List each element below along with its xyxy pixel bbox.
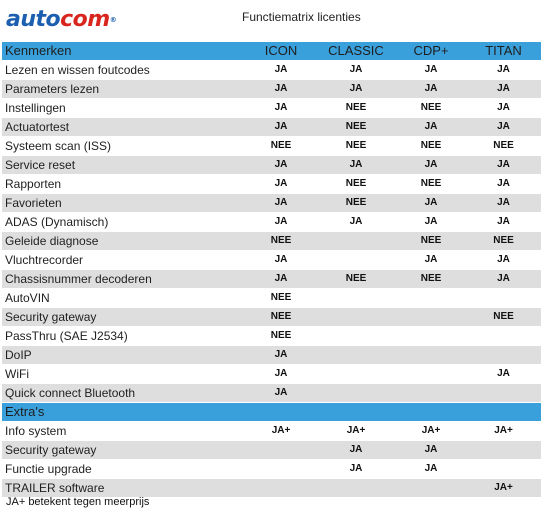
icon-value: JA (246, 213, 316, 232)
icon-value (246, 441, 316, 460)
icon-value: JA (246, 346, 316, 365)
feature-label: DoIP (2, 346, 246, 365)
icon-value: JA (246, 194, 316, 213)
classic-value: JA (316, 61, 396, 80)
classic-value (316, 327, 396, 346)
titan-value: JA (466, 251, 541, 270)
titan-value: JA (466, 156, 541, 175)
cdp-value: JA (396, 118, 466, 137)
classic-value (316, 232, 396, 251)
feature-label: Systeem scan (ISS) (2, 137, 246, 156)
table-row (2, 232, 541, 251)
table-header-row (2, 42, 541, 61)
table-row (2, 213, 541, 232)
table-row (2, 289, 541, 308)
classic-value: JA (316, 80, 396, 99)
cdp-value: JA (396, 441, 466, 460)
table-row (2, 99, 541, 118)
titan-value: JA (466, 99, 541, 118)
extras-header-row (2, 403, 541, 422)
classic-value: JA (316, 156, 396, 175)
feature-label: Functie upgrade (2, 460, 246, 479)
titan-value: NEE (466, 308, 541, 327)
titan-value: JA+ (466, 479, 541, 498)
feature-label: Lezen en wissen foutcodes (2, 61, 246, 80)
feature-label: PassThru (SAE J2534) (2, 327, 246, 346)
table-row (2, 308, 541, 327)
icon-value: JA (246, 175, 316, 194)
classic-column-header: CLASSIC (316, 42, 396, 61)
classic-value (316, 479, 396, 498)
titan-value (466, 327, 541, 346)
icon-value: NEE (246, 137, 316, 156)
extras-row (2, 441, 541, 460)
classic-value: NEE (316, 99, 396, 118)
cdp-value: JA (396, 80, 466, 99)
cdp-value: NEE (396, 232, 466, 251)
titan-value (466, 460, 541, 479)
extras-row (2, 460, 541, 479)
cdp-value: JA (396, 251, 466, 270)
titan-value (466, 346, 541, 365)
feature-label: Service reset (2, 156, 246, 175)
icon-value: JA (246, 384, 316, 403)
feature-label: Geleide diagnose (2, 232, 246, 251)
cdp-value: NEE (396, 175, 466, 194)
table-row (2, 327, 541, 346)
table-row (2, 346, 541, 365)
classic-value: JA+ (316, 422, 396, 441)
feature-label: AutoVIN (2, 289, 246, 308)
cdp-value: NEE (396, 99, 466, 118)
cdp-value (396, 384, 466, 403)
feature-label: Security gateway (2, 308, 246, 327)
classic-value: NEE (316, 175, 396, 194)
logo-text-com: com (60, 7, 110, 32)
table-row (2, 251, 541, 270)
cdp-value (396, 289, 466, 308)
cdp-value: JA (396, 460, 466, 479)
feature-label: Security gateway (2, 441, 246, 460)
feature-label: Favorieten (2, 194, 246, 213)
table-row (2, 384, 541, 403)
cdp-value: NEE (396, 270, 466, 289)
table-row (2, 194, 541, 213)
page-title: Functiematrix licenties (242, 10, 361, 24)
classic-value: NEE (316, 270, 396, 289)
icon-value: NEE (246, 232, 316, 251)
table-row (2, 156, 541, 175)
feature-label: ADAS (Dynamisch) (2, 213, 246, 232)
titan-value: NEE (466, 137, 541, 156)
feature-label: Actuatortest (2, 118, 246, 137)
classic-value: JA (316, 460, 396, 479)
icon-value: JA (246, 118, 316, 137)
classic-value: JA (316, 441, 396, 460)
icon-value: JA (246, 365, 316, 384)
feature-label: Parameters lezen (2, 80, 246, 99)
titan-value: JA (466, 213, 541, 232)
classic-value (316, 289, 396, 308)
table-row (2, 175, 541, 194)
titan-value: JA+ (466, 422, 541, 441)
table-row (2, 365, 541, 384)
feature-label: Instellingen (2, 99, 246, 118)
feature-label: Rapporten (2, 175, 246, 194)
icon-column-header: ICON (246, 42, 316, 61)
titan-value: JA (466, 270, 541, 289)
logo-registered-mark: ® (109, 16, 117, 24)
classic-value (316, 365, 396, 384)
extras-header: Extra's (2, 403, 541, 422)
titan-column-header: TITAN (466, 42, 541, 61)
logo-text-auto: auto (6, 7, 61, 32)
classic-value: NEE (316, 118, 396, 137)
titan-value: JA (466, 61, 541, 80)
extras-row (2, 479, 541, 498)
extras-row (2, 422, 541, 441)
feature-label: Quick connect Bluetooth (2, 384, 246, 403)
cdp-value (396, 327, 466, 346)
titan-value: JA (466, 194, 541, 213)
autocom-logo (6, 6, 116, 34)
feature-label: Vluchtrecorder (2, 251, 246, 270)
cdp-column-header: CDP+ (396, 42, 466, 61)
feature-header: Kenmerken (2, 42, 246, 61)
icon-value: JA (246, 270, 316, 289)
icon-value: JA+ (246, 422, 316, 441)
titan-value: JA (466, 365, 541, 384)
cdp-value: JA+ (396, 422, 466, 441)
cdp-value: NEE (396, 137, 466, 156)
titan-value (466, 441, 541, 460)
feature-label: WiFi (2, 365, 246, 384)
classic-value (316, 308, 396, 327)
titan-value: JA (466, 118, 541, 137)
cdp-value (396, 346, 466, 365)
icon-value: JA (246, 99, 316, 118)
classic-value: JA (316, 213, 396, 232)
titan-value: NEE (466, 232, 541, 251)
cdp-value (396, 365, 466, 384)
classic-value: NEE (316, 137, 396, 156)
table-row (2, 118, 541, 137)
footnote: JA+ betekent tegen meerprijs (6, 496, 150, 508)
icon-value (246, 479, 316, 498)
titan-value: JA (466, 175, 541, 194)
icon-value (246, 460, 316, 479)
cdp-value: JA (396, 61, 466, 80)
classic-value (316, 346, 396, 365)
icon-value: NEE (246, 308, 316, 327)
feature-label: TRAILER software (2, 479, 246, 498)
icon-value: NEE (246, 289, 316, 308)
table-row (2, 270, 541, 289)
titan-value: JA (466, 80, 541, 99)
cdp-value: JA (396, 213, 466, 232)
icon-value: JA (246, 251, 316, 270)
cdp-value: JA (396, 156, 466, 175)
feature-label: Chassisnummer decoderen (2, 270, 246, 289)
table-row (2, 61, 541, 80)
cdp-value: JA (396, 194, 466, 213)
titan-value (466, 384, 541, 403)
feature-label: Info system (2, 422, 246, 441)
icon-value: JA (246, 80, 316, 99)
license-matrix-table (2, 42, 541, 498)
icon-value: JA (246, 156, 316, 175)
cdp-value (396, 308, 466, 327)
table-row (2, 137, 541, 156)
classic-value: NEE (316, 194, 396, 213)
icon-value: JA (246, 61, 316, 80)
table-row (2, 80, 541, 99)
classic-value (316, 251, 396, 270)
icon-value: NEE (246, 327, 316, 346)
titan-value (466, 289, 541, 308)
cdp-value (396, 479, 466, 498)
classic-value (316, 384, 396, 403)
